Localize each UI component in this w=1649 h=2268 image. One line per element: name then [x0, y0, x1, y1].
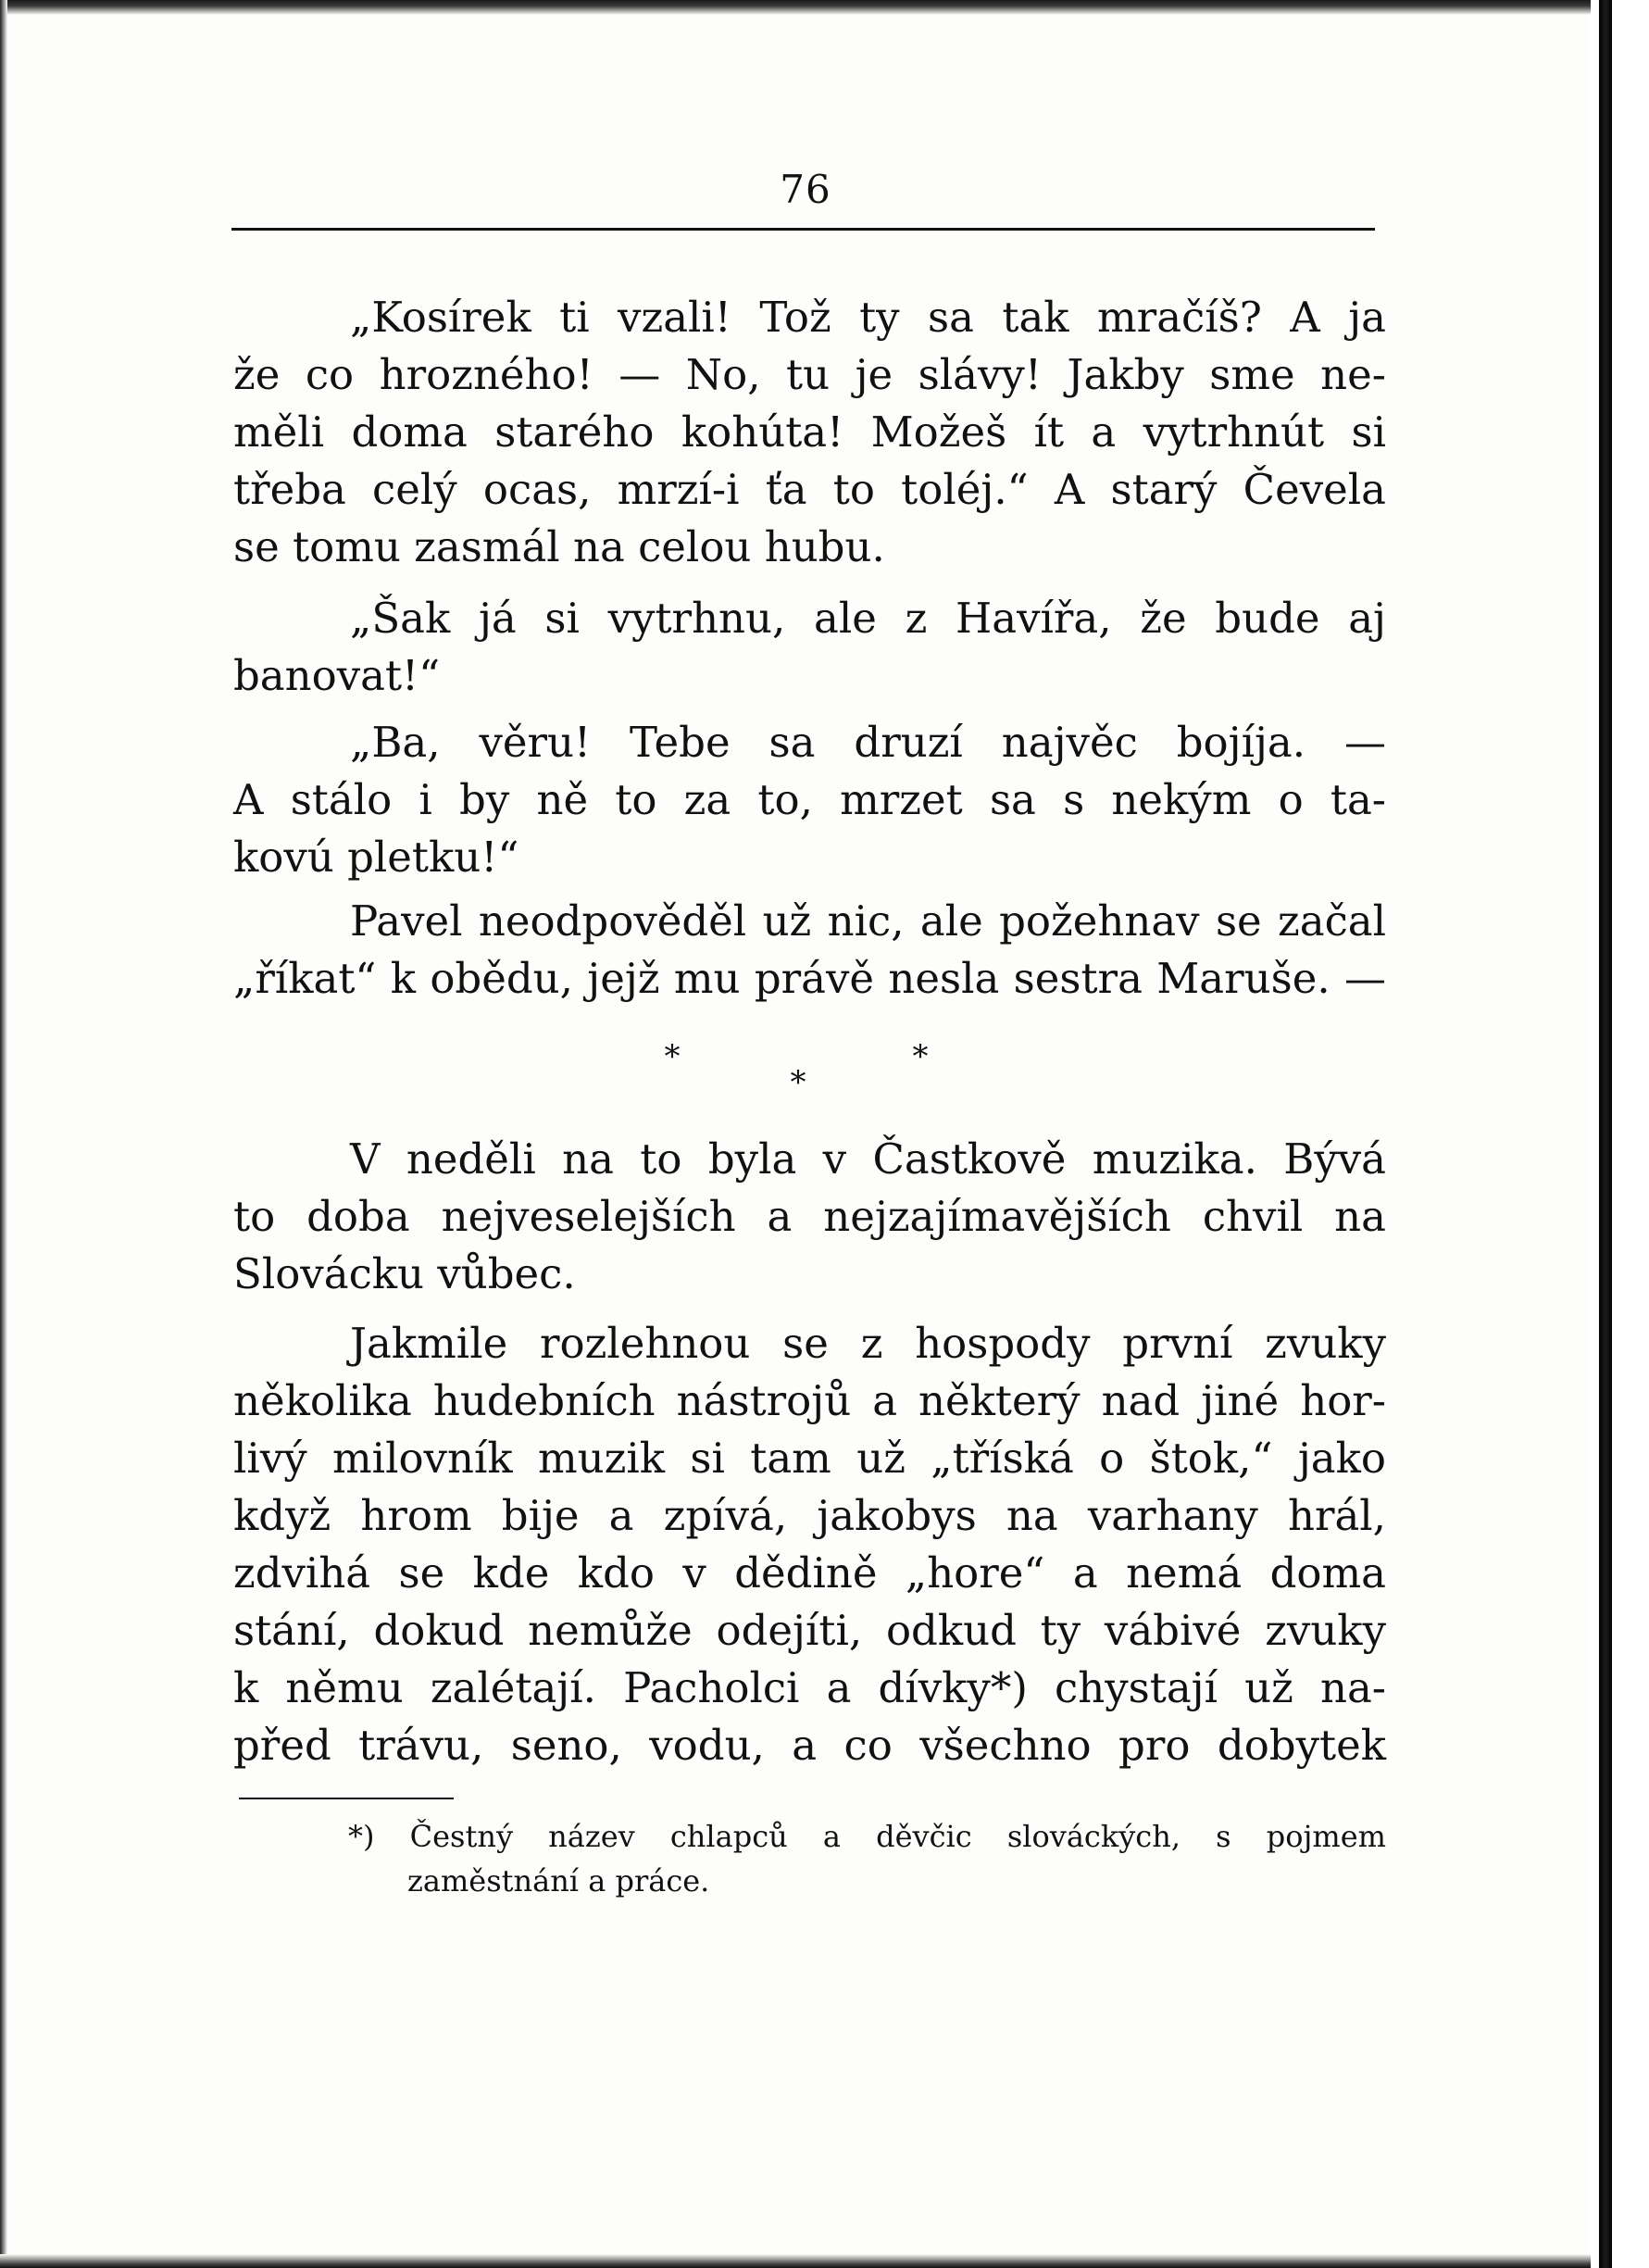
scan-edge-left — [0, 0, 7, 2268]
text-line: „Ba, věru! Tebe sa druzí najvěc bojíja. — — [350, 718, 1386, 767]
text-line: „říkat“ k obědu, jejž mu právě nesla sestra Maruše. — — [233, 954, 1386, 1003]
text-line: „Kosírek ti vzali! Tož ty sa tak mračíš? A ja — [350, 293, 1386, 342]
scan-edge-top — [0, 0, 1649, 15]
footnote-rule — [239, 1798, 454, 1799]
text-line: „Šak já si vytrhnu, ale z Havířa, že bude aj — [350, 594, 1386, 643]
text-line: k němu zalétají. Pacholci a dívky*) chystají už na- — [233, 1663, 1386, 1712]
text-line: třeba celý ocas, mrzí-i ťa to toléj.“ A starý Čevela — [233, 465, 1386, 514]
text-line: stání, dokud nemůže odejíti, odkud ty vábivé zvuky — [233, 1606, 1386, 1655]
text-line: A stálo i by ně to za to, mrzet sa s nekým o ta- — [233, 775, 1386, 824]
scan-binding-shadow — [1599, 0, 1612, 2268]
separator-star: * — [912, 1038, 929, 1075]
header-rule — [231, 228, 1375, 231]
text-line: Jakmile rozlehnou se z hospody první zvuky — [350, 1319, 1386, 1368]
text-line: Slovácku vůbec. — [233, 1249, 576, 1298]
separator-star: * — [790, 1064, 806, 1101]
footnote-line: *) Čestný název chlapců a děvčic slováckých, s pojmem — [348, 1819, 1386, 1854]
text-line: banovat!“ — [233, 651, 441, 700]
text-line: zdvihá se kde kdo v dědině „hore“ a nemá doma — [233, 1548, 1386, 1598]
page-number: 76 — [780, 167, 831, 212]
text-line: před trávu, seno, vodu, a co všechno pro dobytek — [233, 1721, 1386, 1770]
text-line: Pavel neodpověděl už nic, ale požehnav se začal — [350, 896, 1386, 946]
text-line: kovú pletku!“ — [233, 833, 519, 882]
text-line: několika hudebních nástrojů a některý nad jiné hor- — [233, 1376, 1386, 1425]
footnote-line: zaměstnání a práce. — [407, 1863, 710, 1898]
text-line: V neděli na to byla v Častkově muzika. Bývá — [350, 1134, 1386, 1184]
text-line: to doba nejveselejších a nejzajímavějších chvil na — [233, 1192, 1386, 1241]
text-line: se tomu zasmál na celou hubu. — [233, 522, 885, 571]
text-line: měli doma starého kohúta! Možeš ít a vytrhnút si — [233, 407, 1386, 457]
text-line: že co hrozného! — No, tu je slávy! Jakby sme ne- — [233, 350, 1386, 399]
text-line: když hrom bije a zpívá, jakobys na varhany hrál, — [233, 1491, 1386, 1540]
scan-edge-bottom — [0, 2254, 1649, 2268]
text-line: livý milovník muzik si tam už „tříská o štok,“ jako — [233, 1434, 1386, 1483]
separator-star: * — [664, 1038, 681, 1075]
